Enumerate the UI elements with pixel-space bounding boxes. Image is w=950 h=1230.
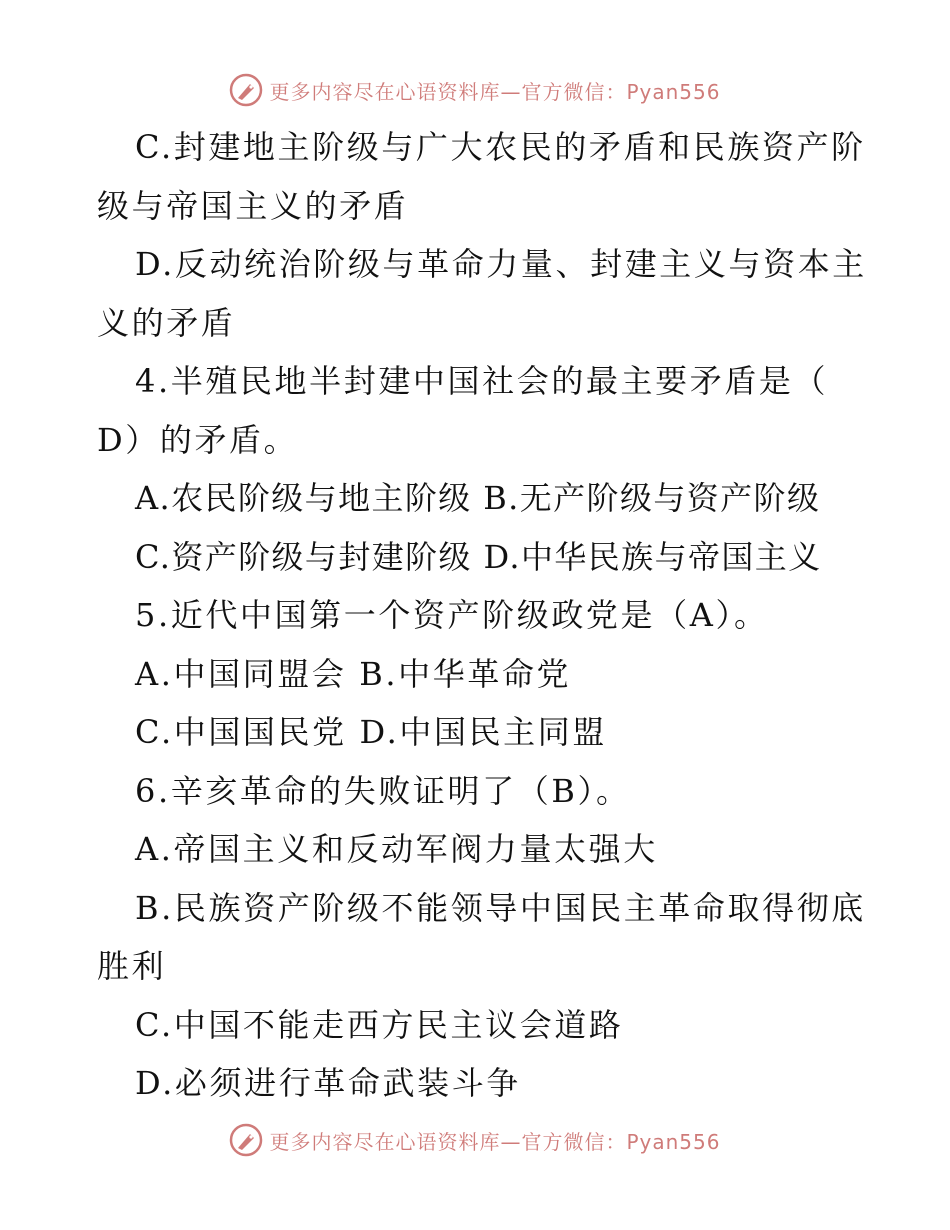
question-4-stem-cont: D）的矛盾。 — [97, 420, 299, 459]
question-6-option-a: A.帝国主义和反动军阀力量太强大 — [135, 830, 658, 868]
question-6-stem: 6.辛亥革命的失败证明了（B）。 — [135, 771, 631, 810]
question-6-option-b: B.民族资产阶级不能领导中国民主革命取得彻底 — [135, 888, 866, 927]
watermark-text: 更多内容尽在心语资料库—官方微信：Pyan556 — [269, 79, 721, 104]
question-4-options-ab: A.农民阶级与地主阶级 B.无产阶级与资产阶级 — [135, 479, 821, 517]
text-line: 义的矛盾 — [97, 303, 236, 342]
text-line: C.封建地主阶级与广大农民的矛盾和民族资产阶 — [135, 128, 866, 166]
text-line: D.反动统治阶级与革命力量、封建主义与资本主 — [135, 245, 867, 283]
question-5-options-cd: C.中国国民党 D.中国民主同盟 — [135, 713, 607, 751]
watermark-text: 更多内容尽在心语资料库—官方微信：Pyan556 — [269, 1129, 721, 1154]
question-5-stem: 5.近代中国第一个资产阶级政党是（A）。 — [135, 596, 769, 634]
question-6-option-b-cont: 胜利 — [97, 947, 167, 985]
pen-nib-logo-icon — [229, 1123, 263, 1157]
question-6-option-d: D.必须进行革命武装斗争 — [135, 1064, 521, 1102]
text-line: 级与帝国主义的矛盾 — [97, 186, 409, 225]
question-5-options-ab: A.中国同盟会 B.中华革命党 — [135, 654, 572, 693]
document-body — [97, 118, 867, 1113]
question-4-stem: 4.半殖民地半封建中国社会的最主要矛盾是（ — [135, 362, 829, 400]
pen-nib-logo-icon — [229, 73, 263, 107]
question-6-option-c: C.中国不能走西方民主议会道路 — [135, 1005, 624, 1044]
footer-watermark — [0, 1120, 950, 1160]
header-watermark — [0, 70, 950, 110]
question-4-options-cd: C.资产阶级与封建阶级 D.中华民族与帝国主义 — [135, 537, 822, 576]
